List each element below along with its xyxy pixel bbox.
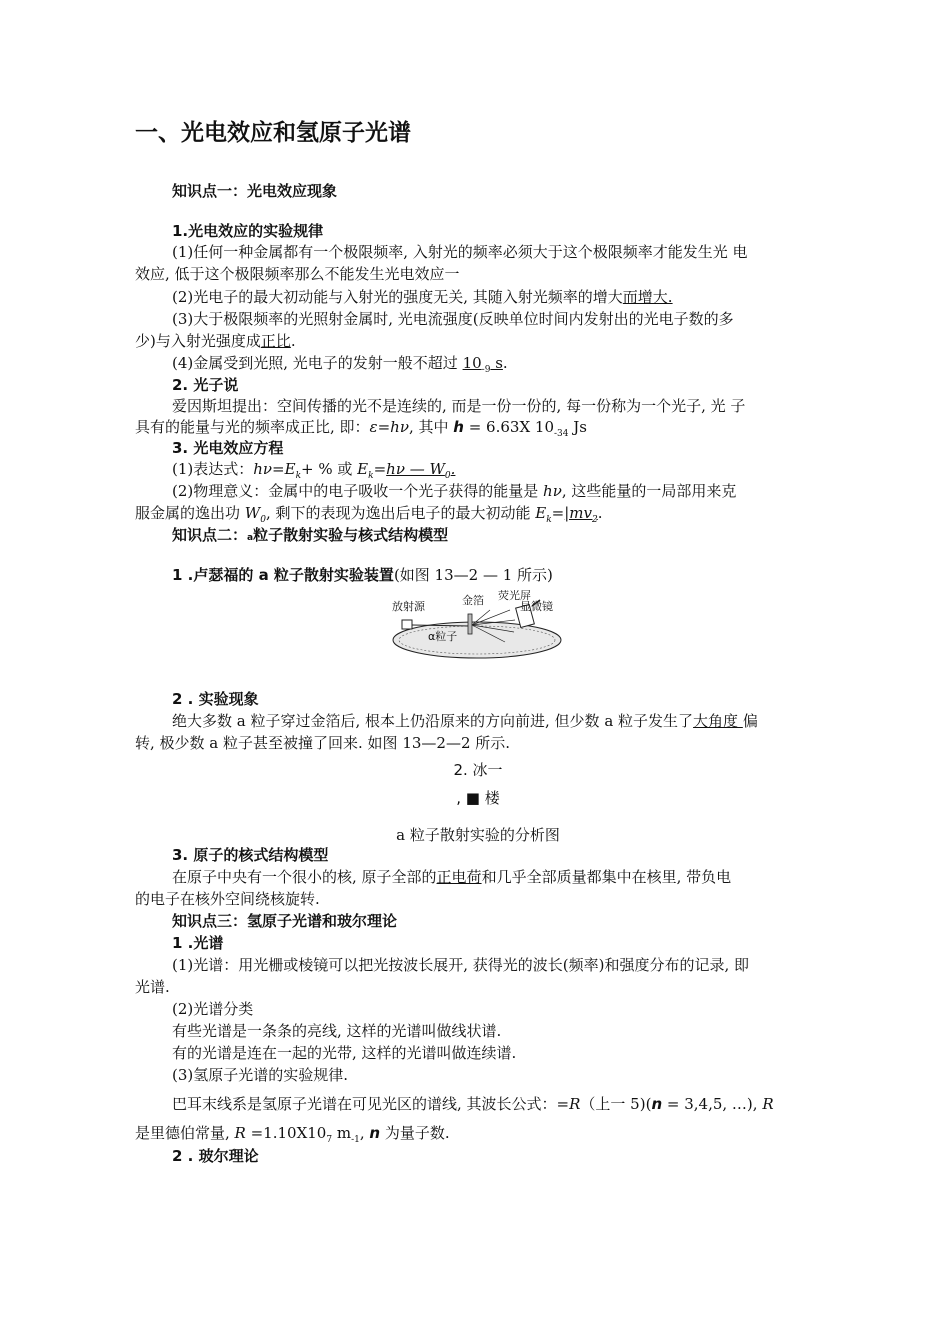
figure-gold-foil [468,614,472,634]
subscript: k [368,471,374,481]
text-run: = [373,460,387,478]
text-run: W [244,504,261,522]
paragraph-line: 光谱. [135,978,170,996]
text-run: , 其中 [408,418,454,436]
subheading-s1: 1.光电效应的实验规律 [172,222,324,240]
figure-source-box [402,620,412,629]
subscript: k [546,515,552,525]
text-run: (4)金属受到光照, 光电子的发射一般不超过 [172,354,463,372]
formula: n [651,1095,663,1113]
text-run: hν — W [386,460,445,478]
formula: R [234,1124,246,1142]
paragraph-line: 转, 极少数 a 粒子甚至被撞了回来. 如图 13—2—2 所示. [135,734,511,752]
text-run: 和几乎全部质量都集中在核里, 带负电 [481,868,732,886]
subscript: k [295,471,302,481]
text-run: a [247,533,254,543]
subheading-h2: 2 . 玻尔理论 [172,1147,259,1165]
text-run: E [357,460,369,478]
text-run: = 3,4,5, …), [662,1095,763,1113]
paragraph-line: 有的光谱是连在一起的光带, 这样的光谱叫做连续谱. [172,1044,517,1062]
subheading-h1: 1 .光谱 [172,934,224,952]
subscript: 2 [592,515,598,525]
underlined-answer [386,460,456,481]
subscript: 7 [326,1135,333,1145]
text-run: . [597,504,603,522]
formula: R [762,1095,774,1113]
formula: h [453,418,464,436]
underlined-answer: 正电荷 [436,868,482,886]
figure-caption: a 粒子散射实验的分析图 [396,826,560,844]
formula: hν [543,482,562,500]
text-run: E [535,504,547,522]
subscript: -34 [554,429,569,439]
text-run: 在原子中央有一个很小的核, 原子全部的 [172,868,437,886]
figure-label-foil: 金箔 [462,594,484,607]
subheading-s3: 3. 光电效应方程 [172,439,284,457]
subscript: 0 [260,515,266,525]
formula [244,504,266,525]
paragraph-line: (2)光谱分类 [172,1000,254,1018]
text-run: s [490,354,503,372]
formula [357,460,374,481]
text-run: . [450,460,456,478]
paragraph-line [172,481,736,501]
text-run: 少)与入射光强度成 [135,332,261,350]
text-run: 是里德伯常量, [135,1124,235,1142]
paragraph-line [172,1094,774,1114]
page-title: 一、光电效应和氢原子光谱 [135,120,411,146]
formula: R [569,1095,581,1113]
text-run: + % 或 [301,460,358,478]
subscript: -9 [481,365,491,375]
paragraph-line [172,867,731,887]
underlined-answer [462,354,503,375]
figure-fragment: 2. 冰一 [453,761,503,779]
text-run: 10 [462,354,482,372]
subscript: -1 [351,1135,360,1145]
text-run: |mv [564,504,593,522]
subheading-r3: 3. 原子的核式结构模型 [172,846,329,864]
paragraph-line: (3)氢原子光谱的实验规律. [172,1066,349,1084]
paragraph-line [172,287,673,307]
paragraph-line: 效应, 低于这个极限频率那么不能发生光电效应一 [135,265,460,283]
text-run: , 剩下的表现为逸出后电子的最大初动能 [265,504,536,522]
text-run: . [502,354,508,372]
paragraph-line: (3)大于极限频率的光照射金属时, 光电流强度(反映单位时间内发射出的光电子数的多 [172,310,734,328]
paragraph-line: 的电子在核外空间绕核旋转. [135,890,320,908]
text-run: (2)光电子的最大初动能与入射光的强度无关, 其随入射光频率的增大 [172,288,623,306]
subheading-r2: 2 . 实验现象 [172,690,259,708]
figure-fragment: , ■ 楼 [456,789,500,807]
paragraph-line [172,565,553,585]
text-run: (如图 13—2 — 1 所示) [393,566,553,584]
formula: n [369,1124,381,1142]
text-run: = [551,504,565,522]
formula [253,460,302,481]
text-run: 为量子数. [380,1124,450,1142]
paragraph-line [135,331,296,351]
section-heading-k2 [172,525,448,548]
subheading-r1: 1 .卢瑟福的 a 粒子散射实验装置 [172,566,394,584]
formula: ε=hν [369,418,409,436]
underlined-answer [564,504,598,525]
paragraph-line: (1)任何一种金属都有一个极限频率, 入射光的频率必须大于这个极限频率才能发生光 电 [172,243,748,261]
text-run: 粒子散射实验与核式结构模型 [253,526,449,544]
text-run: . [290,332,296,350]
text-run: (1)表达式： [172,460,254,478]
text-run: , 这些能量的一局部用来克 [561,482,737,500]
text-run: hν=E [253,460,296,478]
underlined-answer: 正比 [260,332,291,350]
text-run: 服金属的逸出功 [135,504,245,522]
underlined-answer: 大角度 [693,712,743,730]
figure-label-screen: 荧光屏 [498,590,531,602]
text-run: 巴耳末线系是氢原子光谱在可见光区的谱线, 其波长公式：= [172,1095,570,1113]
text-run: 绝大多数 a 粒子穿过金箔后, 根本上仍沿原来的方向前进, 但少数 a 粒子发生了 [172,712,694,730]
text-run: = 6.63X 10 [463,418,554,436]
section-heading-k3: 知识点三：氢原子光谱和玻尔理论 [172,912,398,930]
subscript: 0 [444,471,451,481]
figure-label-particle: α粒子 [428,630,458,643]
figure-label-microscope: 显微镜 [520,600,553,613]
formula [535,504,552,525]
text-run: 偏 [742,712,758,730]
paragraph-line: (1)光谱：用光栅或棱镜可以把光按波长展开, 获得光的波长(频率)和强度分布的记录, 即 [172,956,750,974]
subheading-s2: 2. 光子说 [172,376,239,394]
paragraph-line: 爱因斯坦提出：空间传播的光不是连续的, 而是一份一份的, 每一份称为一个光子, 光 子 [172,397,746,415]
section-heading-k1: 知识点一：光电效应现象 [172,182,338,200]
text-run: m [332,1124,352,1142]
text-run: (2)物理意义：金属中的电子吸收一个光子获得的能量是 [172,482,544,500]
text-run: 具有的能量与光的频率成正比, 即： [135,418,370,436]
text-run: , [359,1124,370,1142]
text-run: （上一 5)( [580,1095,652,1113]
text-run: =1.10X10 [245,1124,327,1142]
paragraph-line [172,711,758,731]
rutherford-apparatus-figure [390,590,565,662]
text-run: 知识点二： [172,526,248,544]
underlined-answer: 而增大. [622,288,673,306]
figure-label-source: 放射源 [392,600,425,613]
text-run: Js [568,418,587,436]
paragraph-line: 有些光谱是一条条的亮线, 这样的光谱叫做线状谱. [172,1022,502,1040]
